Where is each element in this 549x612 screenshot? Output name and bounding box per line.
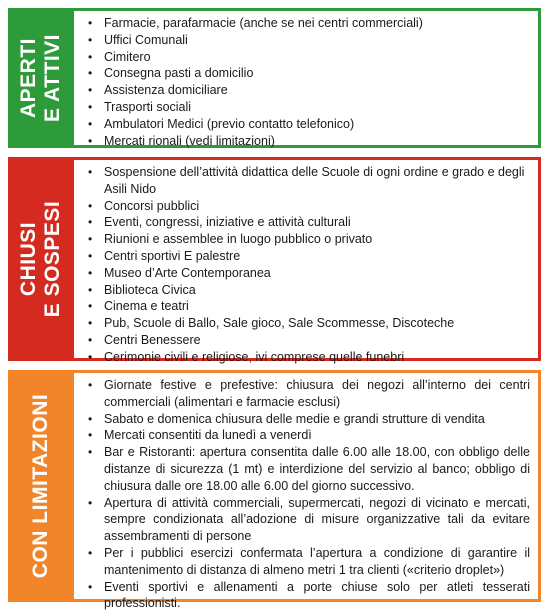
list-item-text: Assistenza domiciliare: [104, 83, 228, 98]
list-item-text: Apertura di attività commerciali, supermercati, negozi di vicinato e mercati, sempre condizionata all’adozione di misure organizzative tali da evitare assembramenti di persone: [104, 495, 530, 544]
list-item-text: Mercati consentiti da lunedì a venerdì: [104, 428, 312, 443]
list-item-text: Centri sportivi E palestre: [104, 248, 241, 263]
list-item: [84, 282, 530, 299]
list-item: [84, 214, 530, 231]
bullet-icon: •: [88, 133, 93, 148]
list-item-text: Farmacie, parafarmacie (anche se nei centri commerciali): [104, 16, 423, 30]
bullet-icon: •: [88, 198, 93, 213]
list-item: [84, 427, 530, 444]
bullet-icon: •: [88, 411, 93, 426]
section-closed-title-line1: CHIUSI: [17, 221, 40, 297]
list-item: [84, 377, 530, 411]
list-item-text: Concorsi pubblici: [104, 198, 200, 213]
list-item-text: Biblioteca Civica: [104, 282, 196, 297]
list-item: [84, 411, 530, 428]
list-item-text: Cinema e teatri: [104, 299, 189, 314]
list-item-text: Giornate festive e prefestive: chiusura dei negozi all’interno dei centri commerciali (alimentari e farmacie esclusi): [104, 378, 530, 409]
list-item-text: Bar e Ristoranti: apertura consentita dalle 6.00 alle 18.00, con obbligo delle distanze di sicurezza (1 mt) e interdizione del servizio al banco; obbligo di chiusura dalle ore 18.00 alle 6.00 del giorno successivo.: [104, 445, 530, 493]
list-item-text: Eventi, congressi, iniziative e attività culturali: [104, 215, 351, 230]
list-item-text: Cimitero: [104, 49, 151, 64]
list-item: [84, 198, 530, 215]
list-item: [84, 49, 530, 66]
list-item: [84, 15, 530, 32]
section-closed: [8, 157, 541, 364]
bullet-icon: •: [88, 316, 93, 331]
list-item-text: Mercati rionali (vedi limitazioni): [104, 133, 275, 148]
bullet-icon: •: [88, 579, 93, 594]
list-item-text: Uffici Comunali: [104, 32, 188, 47]
list-item-text: Per i pubblici esercizi confermata l’apertura a condizione di garantire il mantenimento di distanza di almeno metri 1 tra clienti («criterio droplet»): [104, 545, 530, 577]
section-limited-list: [84, 377, 530, 612]
bullet-icon: •: [88, 32, 93, 47]
list-item: [84, 495, 530, 545]
bullet-icon: •: [88, 83, 93, 98]
list-item-text: Ambulatori Medici (previo contatto telefonico): [104, 116, 355, 131]
list-item-text: Cerimonie civili e religiose, ivi comprese quelle funebri: [104, 349, 405, 364]
list-item: [84, 315, 530, 332]
bullet-icon: •: [88, 545, 93, 560]
bullet-icon: •: [88, 265, 93, 280]
bullet-icon: •: [88, 495, 93, 510]
list-item-text: Eventi sportivi e allenamenti a porte chiuse solo per atleti tesserati professionisti.: [104, 579, 530, 611]
bullet-icon: •: [88, 428, 93, 443]
bullet-icon: •: [88, 66, 93, 81]
list-item: [84, 231, 530, 248]
bullet-icon: •: [88, 49, 93, 64]
bullet-icon: •: [88, 116, 93, 131]
list-item: [84, 65, 530, 82]
section-limited-content: [74, 370, 541, 611]
list-item: [84, 579, 530, 612]
list-item-text: Pub, Scuole di Ballo, Sale gioco, Sale Scommesse, Discoteche: [104, 316, 455, 331]
bullet-icon: •: [88, 248, 93, 263]
section-limited: [8, 370, 541, 611]
section-open-title: [17, 34, 65, 122]
section-open-header: [8, 8, 74, 148]
list-item: [84, 116, 530, 133]
bullet-icon: •: [88, 232, 93, 247]
section-open-list: [84, 15, 530, 149]
list-item-text: Trasporti sociali: [104, 99, 192, 114]
bullet-icon: •: [88, 299, 93, 314]
list-item-text: Sabato e domenica chiusura delle medie e grandi strutture di vendita: [104, 411, 485, 426]
bullet-icon: •: [88, 378, 93, 392]
bullet-icon: •: [88, 349, 93, 364]
list-item: [84, 164, 530, 198]
list-item: [84, 82, 530, 99]
section-closed-list: [84, 164, 530, 366]
list-item-text: Centri Benessere: [104, 332, 201, 347]
section-closed-header: [8, 157, 74, 361]
list-item: [84, 349, 530, 366]
bullet-icon: •: [88, 165, 93, 179]
bullet-icon: •: [88, 445, 93, 460]
section-closed-title-line2: E SOSPESI: [41, 200, 64, 318]
list-item: [84, 99, 530, 116]
list-item-text: Museo d’Arte Contemporanea: [104, 265, 271, 280]
bullet-icon: •: [88, 332, 93, 347]
section-limited-title-line1: CON LIMITAZIONI: [29, 393, 52, 579]
bullet-icon: •: [88, 99, 93, 114]
section-limited-header: [8, 370, 74, 602]
list-item: [84, 298, 530, 315]
section-open: [8, 8, 541, 148]
list-item: [84, 332, 530, 349]
list-item-text: Consegna pasti a domicilio: [104, 66, 254, 81]
section-closed-content: [74, 157, 541, 364]
section-limited-title: [29, 394, 53, 578]
list-item-text: Sospensione dell’attività didattica delle Scuole di ogni ordine e grado e degli Asili Nido: [104, 165, 525, 196]
list-item: [84, 444, 530, 494]
list-item: [84, 545, 530, 579]
section-closed-title: [17, 201, 65, 318]
section-open-content: [74, 8, 541, 148]
list-item: [84, 32, 530, 49]
bullet-icon: •: [88, 16, 93, 30]
bullet-icon: •: [88, 282, 93, 297]
section-open-title-line1: APERTI: [17, 38, 40, 119]
bullet-icon: •: [88, 215, 93, 230]
list-item: [84, 248, 530, 265]
list-item: [84, 133, 530, 150]
list-item: [84, 265, 530, 282]
section-open-title-line2: E ATTIVI: [41, 34, 64, 122]
list-item-text: Riunioni e assemblee in luogo pubblico o privato: [104, 232, 373, 247]
